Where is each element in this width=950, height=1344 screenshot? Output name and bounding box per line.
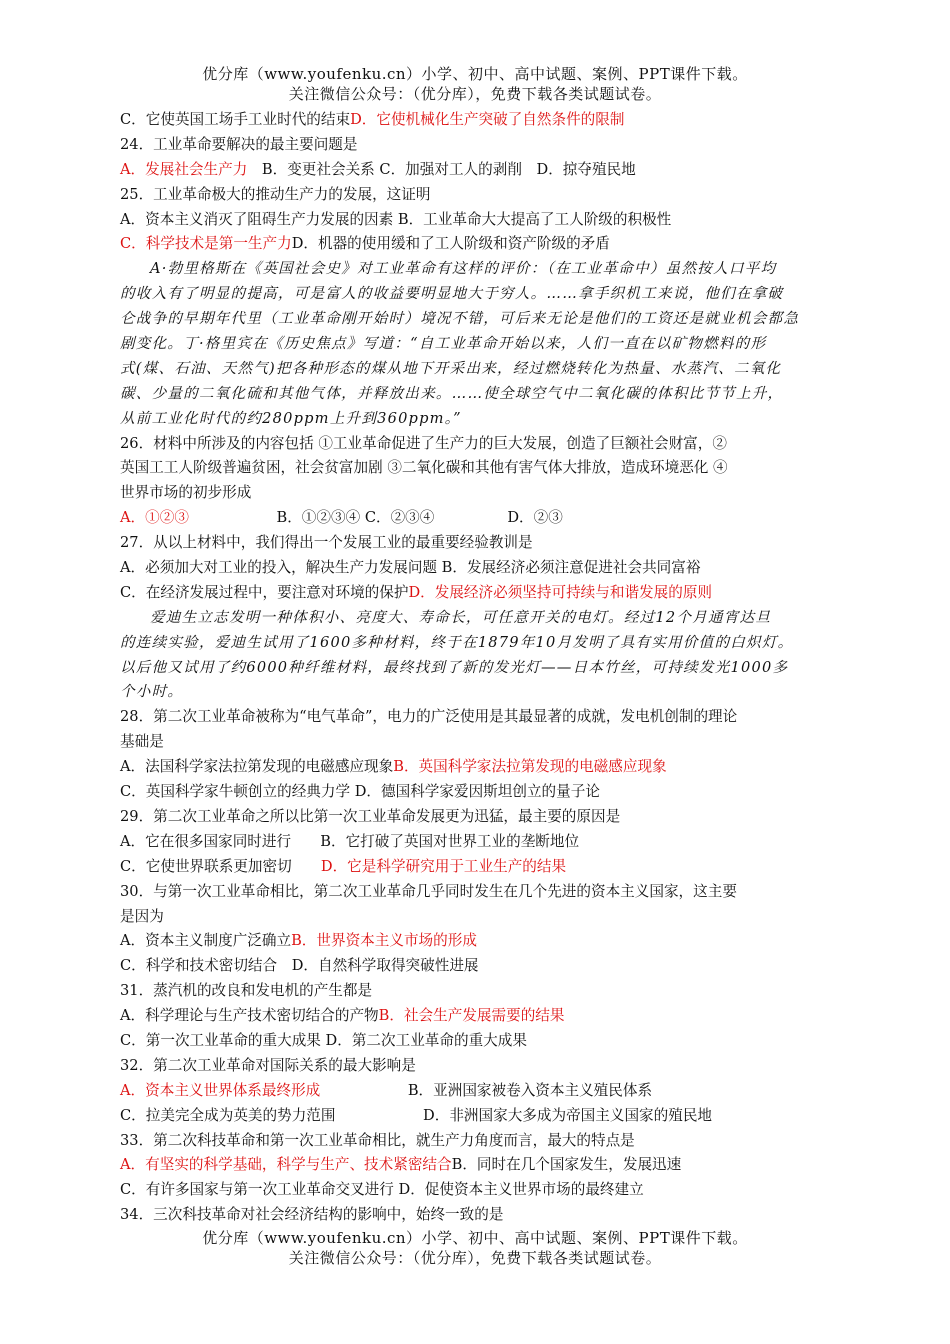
answer-text: D．它使机械化生产突破了自然条件的限制 (350, 111, 625, 128)
text-line (120, 481, 836, 506)
question-text: 32．第二次工业革命对国际关系的最大影响是 (120, 1056, 416, 1074)
text-line (120, 456, 836, 481)
text-line (120, 1129, 836, 1154)
text-line (120, 1104, 836, 1129)
answer-text: A．有坚实的科学基础，科学与生产、技术紧密结合 (120, 1156, 452, 1174)
text-line (120, 183, 836, 208)
question-text: 是因为 (120, 907, 164, 925)
header-line-1: 优分库（www.youfenku.cn）小学、初中、高中试题、案例、PPT课件下载。 (202, 65, 748, 83)
question-text: 29．第二次工业革命之所以比第一次工业革命发展更为迅猛，最主要的原因是 (120, 807, 621, 825)
text-line (120, 1079, 836, 1104)
answer-text: D．它是科学研究用于工业生产的结果 (320, 857, 567, 875)
question-text: 的收入有了明显的提高，可是富人的收益要明显地大于穷人。……拿手织机工来说，他们在拿破 (120, 285, 784, 303)
footer-line-1: 优分库（www.youfenku.cn）小学、初中、高中试题、案例、PPT课件下载。 (202, 1229, 748, 1247)
text-line (120, 954, 836, 979)
text-line (120, 257, 836, 282)
question-text: B．同时在几个国家发生，发展迅速 (451, 1156, 682, 1174)
question-text: C．科学和技术密切结合 D．自然科学取得突破性进展 (120, 957, 479, 975)
question-text: 以后他又试用了约6000种纤维材料，最终找到了新的发光灯——日本竹丝，可持续发光1000多 (120, 658, 789, 676)
text-line (120, 1203, 836, 1228)
question-text: C．它使英国工场手工业时代的结束 (120, 111, 351, 128)
header-line-2: 关注微信公众号：（优分库），免费下载各类试题试卷。 (288, 85, 662, 103)
text-line (120, 506, 836, 531)
question-text: 基础是 (120, 733, 164, 751)
question-text: C．在经济发展过程中，要注意对环境的保护 (120, 583, 409, 601)
question-text: A．法国科学家法拉第发现的电磁感应现象 (120, 758, 394, 776)
page-header (0, 64, 950, 104)
text-line (120, 606, 836, 631)
answer-text: A．①②③ (120, 509, 189, 527)
question-text: 碳、少量的二氧化硫和其他气体，并释放出来。……使全球空气中二氧化碳的体积比节节上升， (120, 384, 784, 402)
text-line (120, 1054, 836, 1079)
question-text: 式(煤、石油、天然气)把各种形态的煤从地下开采出来，经过燃烧转化为热量、水蒸汽、二氧化 (120, 359, 782, 377)
question-text: A．它在很多国家同时进行 B．它打破了英国对世界工业的垄断地位 (120, 832, 580, 850)
question-text: D．机器的使用缓和了工人阶级和资产阶级的矛盾 (291, 235, 610, 253)
text-line (120, 357, 836, 382)
text-line (120, 282, 836, 307)
question-text: 世界市场的初步形成 (120, 484, 252, 502)
question-text: 25．工业革命极大的推动生产力的发展，这证明 (120, 185, 431, 203)
answer-text: D．发展经济必须坚持可持续与和谐发展的原则 (408, 583, 713, 601)
text-line (120, 855, 836, 880)
question-text: 34．三次科技革命对社会经济结构的影响中，始终一致的是 (120, 1206, 504, 1224)
question-text: A．科学理论与生产技术密切结合的产物 (120, 1007, 379, 1025)
question-text: 从前工业化时代的约280ppm上升到360ppm。” (120, 409, 462, 427)
text-line (120, 1178, 836, 1203)
text-line (120, 307, 836, 332)
question-text: 24．工业革命要解决的最主要问题是 (120, 135, 358, 153)
question-text: 33．第二次科技革命和第一次工业革命相比，就生产力角度而言，最大的特点是 (120, 1131, 635, 1149)
page-footer (0, 1228, 950, 1268)
question-text: 剧变化。丁·格里宾在《历史焦点》写道：“自工业革命开始以来，人们一直在以矿物燃料的形 (120, 335, 767, 353)
question-text: C．它使世界联系更加密切 (120, 857, 321, 875)
text-line (120, 755, 836, 780)
question-text: C．有许多国家与第一次工业革命交叉进行 D．促使资本主义世界市场的最终建立 (120, 1181, 644, 1199)
question-text: 26．材料中所涉及的内容包括 ①工业革命促进了生产力的巨大发展，创造了巨额社会财富，② (120, 434, 727, 452)
text-line (120, 133, 836, 158)
text-line (120, 880, 836, 905)
text-line (120, 1029, 836, 1054)
text-line (120, 208, 836, 233)
text-line (120, 232, 836, 257)
question-text: 的连续实验，爱迪生试用了1600多种材料，终于在1879年10月发明了具有实用价值的白炽灯。 (120, 633, 794, 651)
text-line (120, 631, 836, 656)
text-line (120, 432, 836, 457)
text-line (120, 780, 836, 805)
question-text: A·勃里格斯在《英国社会史》对工业革命有这样的评价：（在工业革命中）虽然按人口平均 (150, 260, 777, 278)
answer-text: C．科学技术是第一生产力 (120, 235, 292, 253)
text-line (120, 556, 836, 581)
question-text: 英国工工人阶级普遍贫困，社会贫富加剧 ③二氧化碳和其他有害气体大排放，造成环境恶化 ④ (120, 459, 728, 477)
question-text: 30．与第一次工业革命相比，第二次工业革命几乎同时发生在几个先进的资本主义国家，这主要 (120, 882, 737, 900)
question-text: A．资本主义制度广泛确立 (120, 932, 292, 950)
text-line (120, 979, 836, 1004)
text-line (120, 1004, 836, 1029)
text-line (120, 1153, 836, 1178)
question-text: B．变更社会关系 C．加强对工人的剥削 D．掠夺殖民地 (247, 160, 636, 178)
text-line (120, 332, 836, 357)
question-text: 仑战争的早期年代里（工业革命刚开始时）境况不错，可后来无论是他们的工资还是就业机会都急 (120, 310, 800, 328)
question-text: 31．蒸汽机的改良和发电机的产生都是 (120, 982, 373, 1000)
question-text: B．亚洲国家被卷入资本主义殖民体系 (320, 1081, 653, 1099)
text-line (120, 382, 836, 407)
answer-text: B．英国科学家法拉第发现的电磁感应现象 (393, 758, 667, 776)
text-line (120, 705, 836, 730)
text-line (120, 680, 836, 705)
text-line (120, 805, 836, 830)
question-text: C．第一次工业革命的重大成果 D．第二次工业革命的重大成果 (120, 1031, 527, 1049)
answer-text: A．资本主义世界体系最终形成 (120, 1081, 321, 1099)
text-line (120, 158, 836, 183)
text-line (120, 730, 836, 755)
answer-text: A．发展社会生产力 (120, 160, 248, 178)
question-text: C．英国科学家牛顿创立的经典力学 D．德国科学家爱因斯坦创立的量子论 (120, 783, 600, 801)
question-text: A．资本主义消灭了阻碍生产力发展的因素 B．工业革命大大提高了工人阶级的积极性 (120, 210, 672, 228)
answer-text: B．世界资本主义市场的形成 (291, 932, 477, 950)
question-text: 爱迪生立志发明一种体积小、亮度大、寿命长，可任意开关的电灯。经过12个月通宵达旦 (150, 608, 772, 626)
footer-line-2: 关注微信公众号：（优分库），免费下载各类试题试卷。 (288, 1249, 662, 1267)
text-line (120, 656, 836, 681)
text-line (120, 929, 836, 954)
text-line (120, 905, 836, 930)
document-body (120, 108, 836, 1228)
text-line (120, 830, 836, 855)
text-line (120, 407, 836, 432)
question-text: C．拉美完全成为英美的势力范围 D．非洲国家大多成为帝国主义国家的殖民地 (120, 1106, 713, 1124)
question-text: 27．从以上材料中，我们得出一个发展工业的最重要经验教训是 (120, 534, 533, 552)
text-line (120, 581, 836, 606)
text-line (120, 108, 836, 133)
question-text: A．必须加大对工业的投入，解决生产力发展问题 B．发展经济必须注意促进社会共同富裕 (120, 559, 701, 577)
question-text: 个小时。 (120, 683, 184, 701)
question-text: B．①②③④ C．②③④ D．②③ (188, 509, 563, 527)
text-line (120, 531, 836, 556)
question-text: 28．第二次工业革命被称为“电气革命”，电力的广泛使用是其最显著的成就，发电机创制的理论 (120, 708, 738, 726)
answer-text: B．社会生产发展需要的结果 (378, 1007, 565, 1025)
